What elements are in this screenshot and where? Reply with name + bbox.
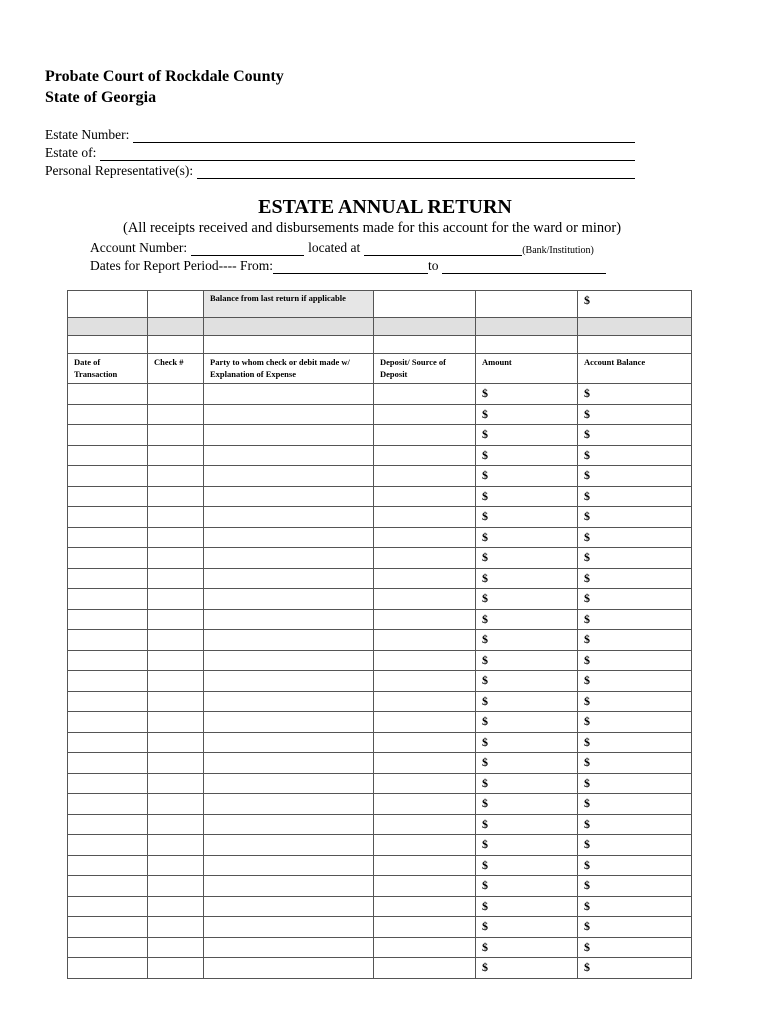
table-cell[interactable] [374, 486, 476, 507]
table-cell[interactable] [374, 609, 476, 630]
table-cell[interactable] [68, 486, 148, 507]
table-cell[interactable] [148, 753, 204, 774]
table-cell[interactable] [68, 876, 148, 897]
table-cell[interactable] [204, 486, 374, 507]
table-cell[interactable] [204, 404, 374, 425]
balance-cell[interactable]: $ [578, 445, 692, 466]
table-cell[interactable] [68, 814, 148, 835]
balance-dollar[interactable]: $ [578, 291, 692, 318]
table-cell[interactable] [68, 630, 148, 651]
balance-cell[interactable]: $ [578, 958, 692, 979]
table-cell[interactable] [68, 732, 148, 753]
amount-cell[interactable]: $ [476, 876, 578, 897]
amount-cell[interactable]: $ [476, 589, 578, 610]
balance-cell[interactable]: $ [578, 589, 692, 610]
table-cell[interactable] [68, 609, 148, 630]
table-cell[interactable] [374, 773, 476, 794]
balance-cell[interactable]: $ [578, 466, 692, 487]
estate-of-label: Estate of: [45, 145, 97, 160]
table-cell[interactable] [204, 855, 374, 876]
report-period-from-label: Dates for Report Period---- From: [90, 258, 273, 273]
table-cell[interactable] [148, 876, 204, 897]
table-row [68, 835, 692, 856]
table-cell[interactable] [68, 527, 148, 548]
table-row [68, 691, 692, 712]
table-cell[interactable] [68, 384, 148, 405]
table-cell[interactable] [68, 291, 148, 318]
table-row [68, 917, 692, 938]
table-cell[interactable] [148, 732, 204, 753]
table-cell[interactable] [374, 876, 476, 897]
table-cell[interactable] [374, 794, 476, 815]
account-number-row [90, 238, 635, 256]
table-cell[interactable] [68, 691, 148, 712]
table-cell[interactable] [204, 650, 374, 671]
table-cell[interactable] [68, 712, 148, 733]
table-cell[interactable] [68, 855, 148, 876]
table-cell[interactable] [148, 937, 204, 958]
header-account-balance: Account Balance [578, 354, 692, 384]
amount-cell[interactable]: $ [476, 753, 578, 774]
table-row [68, 425, 692, 446]
table-row [68, 486, 692, 507]
amount-cell[interactable]: $ [476, 404, 578, 425]
table-row [68, 589, 692, 610]
table-cell[interactable] [204, 958, 374, 979]
table-row [68, 384, 692, 405]
table-cell[interactable] [204, 896, 374, 917]
balance-cell[interactable]: $ [578, 568, 692, 589]
table-row [68, 855, 692, 876]
table-cell[interactable] [204, 835, 374, 856]
table-cell[interactable] [148, 691, 204, 712]
table-cell[interactable] [148, 507, 204, 528]
table-cell[interactable] [204, 773, 374, 794]
table-cell[interactable] [374, 937, 476, 958]
table-row [68, 958, 692, 979]
table-row [68, 609, 692, 630]
table-cell[interactable] [204, 753, 374, 774]
estate-number-field[interactable] [133, 129, 635, 143]
amount-cell[interactable]: $ [476, 732, 578, 753]
table-row [68, 896, 692, 917]
table-cell [204, 336, 374, 354]
balance-cell[interactable]: $ [578, 609, 692, 630]
table-cell [68, 336, 148, 354]
table-cell[interactable] [374, 291, 476, 318]
table-row [68, 445, 692, 466]
table-cell [204, 318, 374, 336]
table-cell[interactable] [148, 609, 204, 630]
table-cell[interactable] [148, 291, 204, 318]
report-period-row [90, 256, 635, 274]
balance-cell[interactable]: $ [578, 404, 692, 425]
balance-cell[interactable]: $ [578, 527, 692, 548]
estate-of-field[interactable] [100, 147, 635, 161]
table-cell[interactable] [68, 958, 148, 979]
balance-cell[interactable]: $ [578, 937, 692, 958]
table-cell[interactable] [374, 630, 476, 651]
amount-cell[interactable]: $ [476, 712, 578, 733]
table-cell[interactable] [148, 384, 204, 405]
table-cell[interactable] [68, 650, 148, 671]
amount-cell[interactable]: $ [476, 445, 578, 466]
account-number-label: Account Number: [90, 240, 188, 255]
bank-institution-note: (Bank/Institution) [522, 245, 594, 256]
table-row [68, 568, 692, 589]
table-cell[interactable] [148, 425, 204, 446]
table-cell[interactable] [204, 917, 374, 938]
balance-cell[interactable]: $ [578, 814, 692, 835]
balance-cell[interactable]: $ [578, 835, 692, 856]
court-header [45, 66, 284, 108]
table-cell[interactable] [374, 896, 476, 917]
personal-rep-field[interactable] [197, 165, 635, 179]
table-cell[interactable] [374, 650, 476, 671]
estate-number-label: Estate Number: [45, 127, 130, 142]
table-cell[interactable] [148, 917, 204, 938]
table-cell[interactable] [148, 486, 204, 507]
amount-cell[interactable]: $ [476, 691, 578, 712]
table-cell[interactable] [68, 794, 148, 815]
table-cell[interactable] [204, 589, 374, 610]
table-cell[interactable] [68, 773, 148, 794]
table-cell[interactable] [68, 896, 148, 917]
amount-cell[interactable]: $ [476, 384, 578, 405]
table-cell[interactable] [204, 732, 374, 753]
header-check: Check # [148, 354, 204, 384]
table-cell[interactable] [68, 835, 148, 856]
ledger-table [67, 290, 692, 979]
header-party: Party to whom check or debit made w/ Explanation of Expense [204, 354, 374, 384]
amount-cell[interactable]: $ [476, 814, 578, 835]
balance-cell[interactable]: $ [578, 855, 692, 876]
table-cell[interactable] [148, 568, 204, 589]
table-cell [476, 318, 578, 336]
balance-cell[interactable]: $ [578, 773, 692, 794]
table-cell[interactable] [68, 589, 148, 610]
table-cell[interactable] [374, 917, 476, 938]
table-cell[interactable] [68, 917, 148, 938]
balance-cell[interactable]: $ [578, 794, 692, 815]
table-cell[interactable] [476, 291, 578, 318]
amount-cell[interactable]: $ [476, 835, 578, 856]
table-cell[interactable] [68, 568, 148, 589]
table-cell[interactable] [374, 548, 476, 569]
table-cell [68, 318, 148, 336]
table-cell[interactable] [204, 466, 374, 487]
amount-cell[interactable]: $ [476, 794, 578, 815]
amount-cell[interactable]: $ [476, 855, 578, 876]
table-cell[interactable] [374, 425, 476, 446]
table-row [68, 671, 692, 692]
table-cell[interactable] [374, 445, 476, 466]
table-cell[interactable] [204, 548, 374, 569]
table-row [68, 712, 692, 733]
table-cell[interactable] [68, 425, 148, 446]
table-cell[interactable] [374, 753, 476, 774]
balance-cell[interactable]: $ [578, 650, 692, 671]
table-cell[interactable] [204, 384, 374, 405]
table-row [68, 753, 692, 774]
spacer-row-shaded [68, 318, 692, 336]
table-cell[interactable] [148, 589, 204, 610]
table-cell[interactable] [204, 445, 374, 466]
amount-cell[interactable]: $ [476, 650, 578, 671]
balance-cell[interactable]: $ [578, 896, 692, 917]
table-row [68, 732, 692, 753]
table-row [68, 794, 692, 815]
table-cell[interactable] [374, 855, 476, 876]
table-row [68, 507, 692, 528]
report-period-to-label: to [427, 258, 439, 273]
table-cell[interactable] [204, 609, 374, 630]
table-cell[interactable] [68, 507, 148, 528]
court-name: Probate Court of Rockdale County [45, 68, 284, 85]
form-subtitle: (All receipts received and disbursements made for this account for the ward or minor) [123, 220, 622, 236]
table-cell[interactable] [374, 691, 476, 712]
table-cell[interactable] [374, 589, 476, 610]
table-cell[interactable] [204, 568, 374, 589]
table-cell[interactable] [374, 814, 476, 835]
report-period-from-field[interactable] [273, 260, 428, 274]
table-cell[interactable] [204, 712, 374, 733]
personal-rep-row [45, 161, 635, 179]
table-cell[interactable] [204, 814, 374, 835]
table-cell[interactable] [148, 958, 204, 979]
estate-of-row [45, 143, 635, 161]
table-cell[interactable] [374, 466, 476, 487]
table-row [68, 773, 692, 794]
table-cell[interactable] [148, 445, 204, 466]
amount-cell[interactable]: $ [476, 671, 578, 692]
table-cell[interactable] [374, 404, 476, 425]
table-cell[interactable] [204, 507, 374, 528]
balance-cell[interactable]: $ [578, 732, 692, 753]
table-cell[interactable] [68, 753, 148, 774]
balance-cell[interactable]: $ [578, 507, 692, 528]
amount-cell[interactable]: $ [476, 773, 578, 794]
table-cell[interactable] [148, 855, 204, 876]
table-cell [148, 318, 204, 336]
table-cell[interactable] [204, 691, 374, 712]
header-amount: Amount [476, 354, 578, 384]
header-deposit: Deposit/ Source of Deposit [374, 354, 476, 384]
amount-cell[interactable]: $ [476, 466, 578, 487]
table-cell[interactable] [148, 773, 204, 794]
table-cell[interactable] [148, 548, 204, 569]
table-cell[interactable] [374, 835, 476, 856]
balance-cell[interactable]: $ [578, 425, 692, 446]
estate-fields [45, 125, 635, 179]
amount-cell[interactable]: $ [476, 527, 578, 548]
balance-cell[interactable]: $ [578, 691, 692, 712]
balance-cell[interactable]: $ [578, 630, 692, 651]
table-row [68, 404, 692, 425]
table-cell[interactable] [374, 507, 476, 528]
spacer-row [68, 336, 692, 354]
amount-cell[interactable]: $ [476, 609, 578, 630]
table-cell[interactable] [148, 896, 204, 917]
table-cell[interactable] [148, 630, 204, 651]
amount-cell[interactable]: $ [476, 548, 578, 569]
table-cell[interactable] [204, 794, 374, 815]
table-cell[interactable] [374, 732, 476, 753]
amount-cell[interactable]: $ [476, 425, 578, 446]
table-cell[interactable] [374, 568, 476, 589]
table-cell[interactable] [148, 814, 204, 835]
amount-cell[interactable]: $ [476, 630, 578, 651]
table-row [68, 814, 692, 835]
balance-cell[interactable]: $ [578, 384, 692, 405]
table-cell[interactable] [374, 671, 476, 692]
balance-cell[interactable]: $ [578, 712, 692, 733]
table-cell[interactable] [68, 671, 148, 692]
balance-cell[interactable]: $ [578, 671, 692, 692]
table-cell[interactable] [374, 384, 476, 405]
table-row [68, 630, 692, 651]
account-info [90, 238, 635, 274]
amount-cell[interactable]: $ [476, 896, 578, 917]
amount-cell[interactable]: $ [476, 568, 578, 589]
amount-cell[interactable]: $ [476, 486, 578, 507]
report-period-to-field[interactable] [442, 260, 606, 274]
balance-row [68, 291, 692, 318]
table-cell[interactable] [68, 445, 148, 466]
table-cell [578, 318, 692, 336]
table-cell[interactable] [204, 876, 374, 897]
table-cell[interactable] [148, 712, 204, 733]
header-date: Date of Transaction [68, 354, 148, 384]
table-row [68, 527, 692, 548]
balance-label: Balance from last return if applicable [204, 291, 374, 318]
table-row [68, 548, 692, 569]
table-cell[interactable] [68, 548, 148, 569]
table-cell[interactable] [204, 671, 374, 692]
account-number-field[interactable] [191, 242, 304, 256]
bank-institution-field[interactable] [364, 242, 522, 256]
balance-cell[interactable]: $ [578, 917, 692, 938]
table-cell[interactable] [204, 425, 374, 446]
personal-rep-label: Personal Representative(s): [45, 163, 194, 178]
amount-cell[interactable]: $ [476, 958, 578, 979]
table-cell [148, 336, 204, 354]
table-cell[interactable] [374, 527, 476, 548]
table-cell[interactable] [68, 466, 148, 487]
table-cell[interactable] [148, 794, 204, 815]
table-row [68, 650, 692, 671]
table-cell[interactable] [68, 937, 148, 958]
table-cell[interactable] [148, 527, 204, 548]
table-cell [374, 336, 476, 354]
table-row [68, 876, 692, 897]
amount-cell[interactable]: $ [476, 937, 578, 958]
table-cell [374, 318, 476, 336]
amount-cell[interactable]: $ [476, 917, 578, 938]
estate-number-row [45, 125, 635, 143]
table-cell[interactable] [374, 712, 476, 733]
table-cell[interactable] [148, 671, 204, 692]
table-cell[interactable] [148, 404, 204, 425]
located-at-label: located at [308, 240, 361, 255]
table-cell [476, 336, 578, 354]
table-cell[interactable] [374, 958, 476, 979]
table-cell[interactable] [148, 650, 204, 671]
balance-cell[interactable]: $ [578, 548, 692, 569]
balance-cell[interactable]: $ [578, 486, 692, 507]
table-row [68, 466, 692, 487]
court-state: State of Georgia [45, 89, 157, 106]
table-row [68, 937, 692, 958]
table-cell[interactable] [204, 630, 374, 651]
column-header-row [68, 354, 692, 384]
table-cell[interactable] [68, 404, 148, 425]
table-cell[interactable] [204, 937, 374, 958]
form-title: ESTATE ANNUAL RETURN [258, 196, 512, 218]
balance-cell[interactable]: $ [578, 876, 692, 897]
balance-cell[interactable]: $ [578, 753, 692, 774]
table-cell[interactable] [148, 466, 204, 487]
table-cell [578, 336, 692, 354]
table-cell[interactable] [148, 835, 204, 856]
table-cell[interactable] [204, 527, 374, 548]
amount-cell[interactable]: $ [476, 507, 578, 528]
